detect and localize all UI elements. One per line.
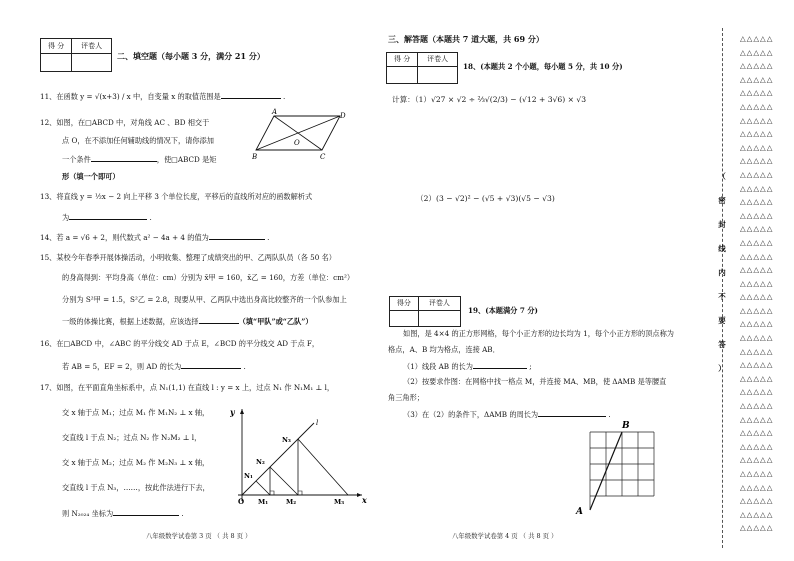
q12-line2: 点 O，在不添加任何辅助线的情况下，请你添加 [62,136,214,145]
q15-line4: 一级的体操比赛，根据上述数据，应该选择 （填“甲队”或“乙队”） [62,317,313,326]
q19-line3: （1）线段 AB 的长为 ; [403,362,532,371]
score-cell[interactable] [390,311,419,327]
score-label: 得 分 [41,39,72,54]
triangle-row: △△△△△ [740,360,774,370]
q16-line2: 若 AB = 5，EF = 2，则 AD 的长为 . [62,362,246,371]
triangle-row: △△△△△ [740,101,774,111]
triangle-row: △△△△△ [740,224,774,234]
q15-answer-blank[interactable] [199,316,239,324]
coordinate-figure [230,405,370,505]
q19-line4: （2）按要求作图：在网格中找一格点 M，并连接 MA、MB，使 ΔAMB 是等腰直 [403,377,667,386]
q19-ab-length-blank[interactable] [473,361,527,369]
triangle-row: △△△△△ [740,414,774,424]
q19-line6: （3）在（2）的条件下，ΔAMB 的周长为 . [403,410,611,419]
axis-x-label: x [362,495,367,505]
grader-cell[interactable] [72,54,112,72]
left-page-footer: 八年级数学试卷第 3 页 （ 共 8 页 ） [146,532,252,540]
seal-char: 要 [718,316,726,325]
triangle-row: △△△△△ [740,292,774,302]
q17-answer-blank[interactable] [113,508,179,516]
triangle-row: △△△△△ [740,61,774,71]
triangle-row: △△△△△ [740,74,774,84]
answer-section-title: 三、解答题（本题共 7 道大题，共 69 分） [388,34,544,44]
label-B: B [252,153,258,161]
q14-answer-blank[interactable] [209,232,265,240]
q12-line4: 形（填一个即可） [62,172,120,181]
seal-char: 内 [718,268,726,277]
M2-label: M₂ [286,498,297,505]
triangle-row: △△△△△ [740,237,774,247]
q19-line5: 角三角形； [388,393,424,402]
label-D: D [340,112,346,120]
triangle-row: △△△△△ [740,129,774,139]
triangle-row: △△△△△ [740,197,774,207]
triangle-row: △△△△△ [740,169,774,179]
triangle-row: △△△△△ [740,482,774,492]
triangle-row: △△△△△ [740,441,774,451]
seal-char: 线 [718,244,726,253]
M3-label: M₃ [334,498,345,505]
triangle-row: △△△△△ [740,156,774,166]
triangle-row: △△△△△ [740,509,774,519]
grader-label: 评卷人 [418,53,458,67]
triangle-row: △△△△△ [740,346,774,356]
triangle-border [740,32,773,535]
q13-answer-blank[interactable] [69,212,147,220]
triangle-row: △△△△△ [740,251,774,261]
right-page-footer: 八年级数学试卷第 4 页 （ 共 8 页 ） [452,532,558,540]
q12-line1: 12、如图，在□ABCD 中，对角线 AC 、BD 相交于 [40,118,210,127]
q13-line2: 为 . [62,213,152,222]
N3-label: N₃ [282,436,291,444]
q17-line4: 交 x 轴于点 M₂；过点 M₂ 作 M₂N₃ ⊥ x 轴， [62,458,210,467]
triangle-row: △△△△△ [740,523,774,533]
triangle-row: △△△△△ [740,428,774,438]
point-A-label: A [576,507,583,516]
score-label: 得分 [390,297,419,311]
seal-char: ） [718,364,726,373]
q18-part2: （2）(3 − √2)² − (√5 + √3)(√5 − √3) [416,194,555,203]
N1-label: N₁ [244,472,253,480]
right-score-table [386,52,458,84]
triangle-row: △△△△△ [740,183,774,193]
triangle-row: △△△△△ [740,333,774,343]
triangle-row: △△△△△ [740,496,774,506]
q17-line2: 交 x 轴于点 M₁；过点 M₁ 作 M₁N₂ ⊥ x 轴， [62,408,210,417]
triangle-row: △△△△△ [740,88,774,98]
q16-answer-blank[interactable] [181,361,241,369]
grader-label: 评卷人 [72,39,112,54]
q19-perimeter-blank[interactable] [538,409,606,417]
origin-label: O [238,497,245,505]
triangle-row: △△△△△ [740,373,774,383]
N2-label: N₂ [256,458,265,466]
triangle-row: △△△△△ [740,115,774,125]
label-A: A [272,108,278,116]
line-l-label: l [316,419,319,427]
q15-line1: 15、某校今年春季开展体操活动，小明收集、整理了成绩突出的甲、乙两队队员（各 50 名） [40,253,336,262]
q19-score-table [389,296,461,327]
score-cell[interactable] [41,54,72,72]
seal-char: 封 [718,220,726,229]
seal-char: 答 [718,340,726,349]
triangle-row: △△△△△ [740,210,774,220]
left-score-table [40,38,112,72]
fill-blank-section-title: 二、填空题（每小题 3 分，满分 21 分） [117,51,265,61]
triangle-row: △△△△△ [740,305,774,315]
q11-answer-blank[interactable] [221,91,281,99]
seal-char: 不 [718,292,726,301]
score-label: 得 分 [387,53,418,67]
label-C: C [320,153,326,161]
q17-line5: 交直线 l 于点 N₃，……，按此作法进行下去， [62,483,210,492]
q17-line1: 17、如图，在平面直角坐标系中，点 N₁(1,1) 在直线 l : y = x 上，过点 N₁ 作 N₁M₁ ⊥ l， [40,383,335,392]
M1-label: M₁ [258,498,269,505]
q15-line2: 的身高得到：平均身高（单位：cm）分别为 x̄甲 = 160，x̄乙 = 160，方差（单位：cm²） [62,273,355,282]
q12-answer-blank[interactable] [91,154,157,162]
triangle-row: △△△△△ [740,455,774,465]
grid-figure [570,418,660,516]
q13-line1: 13、将直线 y = ½x − 2 向上平移 3 个单位长度，平移后的直线所对应的函数解析式 [40,192,313,201]
q17-line6: 则 N₂₀₂₄ 坐标为 . [62,509,184,518]
triangle-row: △△△△△ [740,469,774,478]
q19-line2: 格点，A、B 均为格点，连接 AB． [388,345,500,354]
triangle-row: △△△△△ [740,319,774,329]
grader-label: 评卷人 [418,297,460,311]
triangle-row: △△△△△ [740,47,774,57]
point-B-label: B [622,421,630,431]
seal-char: 密 [718,196,726,205]
triangle-row: △△△△△ [740,34,774,43]
q16-line1: 16、在□ABCD 中，∠ABC 的平分线交 AD 于点 E，∠BCD 的平分线交 AD 于点 F， [40,339,320,348]
q17-line3: 交直线 l 于点 N₂；过点 N₂ 作 N₂M₂ ⊥ l， [62,433,202,442]
seal-char: （ [718,172,726,181]
triangle-row: △△△△△ [740,278,774,288]
binding-dashed-line [722,28,723,548]
q19-line1: 如图，是 4×4 的正方形网格，每个小正方形的边长均为 1，每个小正方形的顶点称为 [403,329,674,338]
triangle-row: △△△△△ [740,265,774,275]
q12-line3: 一个条件 ，使□ABCD 是矩 [62,155,217,164]
q14-text: 14、若 a = √6 + 2，则代数式 a² − 4a + 4 的值为 . [40,233,270,242]
score-cell[interactable] [387,67,418,84]
q15-line3: 分别为 S²甲 = 1.5，S²乙 = 2.8，现要从甲、乙两队中选出身高比较整齐的一个队参加上 [62,295,347,304]
triangle-row: △△△△△ [740,142,774,152]
triangle-row: △△△△△ [740,401,774,411]
axis-y-label: y [230,407,235,417]
q19-title: 19、(本题满分 7 分) [468,306,538,315]
q18-title: 18、(本题共 2 个小题，每小题 5 分，共 10 分) [463,62,623,71]
label-O: O [294,139,300,147]
q18-part1: 计算：（1）√27 × √2 ÷ ²⁄₃√(2/3) − (√12 + 3√6) × √3 [392,95,587,104]
grader-cell[interactable] [418,67,458,84]
grader-cell[interactable] [418,311,460,327]
parallelogram-figure [252,108,352,162]
q11-text: 11、在函数 y = √(x+3) / x 中，自变量 x 的取值范围是 . [40,92,286,101]
triangle-row: △△△△△ [740,387,774,397]
